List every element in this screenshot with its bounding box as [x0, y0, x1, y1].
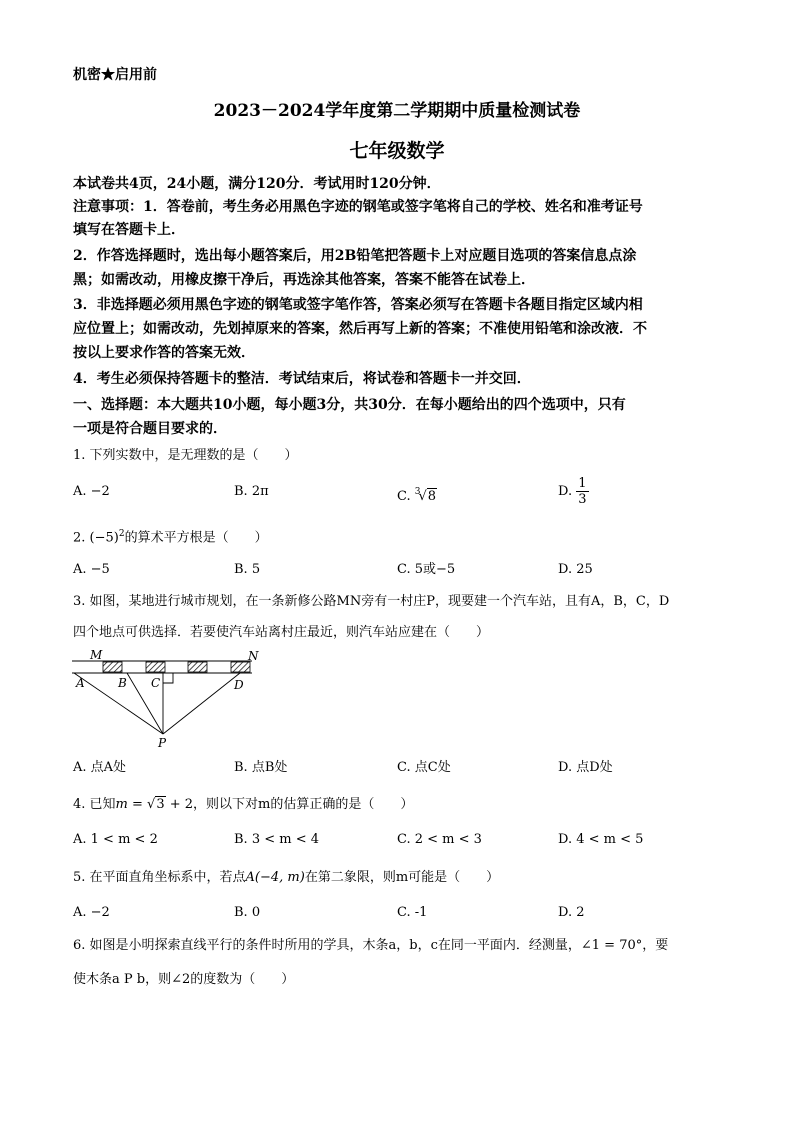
section1-heading-b: 一项是符合题目要求的．: [73, 421, 227, 437]
q5-option-a: A. −2: [73, 905, 110, 920]
q4-radicand: 3: [156, 797, 165, 812]
intro-line: 本试卷共4页，24小题，满分120分．考试用时120分钟．: [73, 176, 441, 192]
q5-option-b: B. 0: [234, 905, 261, 920]
q3-stem-line1: 3. 如图，某地进行城市规划，在一条新修公路MN旁有一村庄P，现要建一个汽车站，且有A，B，C，D: [73, 594, 670, 609]
q1-cube-root-index: 3: [414, 487, 421, 497]
q1-radicand: 8: [427, 489, 437, 504]
exam-title: 2023－2024学年度第二学期期中质量检测试卷: [213, 101, 581, 121]
q1-option-c-label: C.: [397, 489, 415, 504]
q6-stem-line1: 6. 如图是小明探索直线平行的条件时所用的学具，木条a，b，c在同一平面内．经测量，∠1 = 70°，要: [73, 938, 669, 953]
q3-option-b: B. 点B处: [234, 760, 288, 775]
label-b: B: [118, 676, 127, 690]
q5-option-c: C. -1: [397, 905, 428, 920]
q5-point: A(−4, m): [245, 870, 305, 885]
q2-option-b: B. 5: [234, 562, 261, 577]
section1-heading-a: 一、选择题：本大题共10小题，每小题3分，共30分．在每小题给出的四个选项中，只有: [73, 397, 626, 413]
q1-option-d-label: D.: [558, 484, 577, 499]
q4-option-c: C. 2 < m < 3: [397, 832, 482, 847]
hatch-block-4: [231, 662, 250, 672]
q4-option-b: B. 3 < m < 4: [234, 832, 320, 847]
q4-prefix: 4. 已知: [73, 797, 116, 812]
hatch-block-3: [188, 662, 207, 672]
q1-fraction-den: 3: [578, 492, 587, 507]
q2-option-d: D. 25: [558, 562, 593, 577]
exam-subtitle: 七年级数学: [349, 140, 445, 162]
hatch-block-2: [146, 662, 165, 672]
note1-line-a: 注意事项：1．答卷前，考生务必用黑色字迹的钢笔或签字笔将自己的学校、姓名和准考证号: [73, 199, 643, 215]
q5-stem-text: 在第二象限，则m可能是（ ）: [304, 870, 500, 885]
q1-stem: 1. 下列实数中，是无理数的是（ ）: [73, 448, 298, 463]
q1-fraction: [576, 476, 588, 507]
label-m: M: [90, 648, 103, 662]
q2-stem: [73, 522, 728, 550]
q1-option-b: B. 2π: [234, 484, 269, 499]
q4-option-a: A. 1 < m < 2: [73, 832, 158, 847]
note2-line-b: 黑；如需改动，用橡皮擦干净后，再选涂其他答案，答案不能答在试卷上．: [73, 272, 535, 288]
q3-option-d: D. 点D处: [558, 760, 613, 775]
segment-pd: [163, 673, 240, 734]
label-d: D: [234, 678, 244, 692]
right-angle-mark: [163, 673, 173, 683]
q4-expr-plus: + 2: [165, 797, 194, 812]
note1-line-b: 填写在答题卡上．: [73, 222, 185, 238]
q2-number: 2.: [73, 530, 90, 546]
q4-stem-text: ，则以下对m的估算正确的是（ ）: [193, 797, 414, 812]
confidential-label: 机密★启用前: [73, 67, 157, 83]
q1-option-c: C. $^3$√8: [397, 487, 437, 504]
q6-stem-line2: 使木条a P b，则∠2的度数为（ ）: [73, 972, 295, 987]
hatch-block-1: [103, 662, 122, 672]
q1-fraction-num: 1: [578, 476, 587, 491]
q3-road-diagram: [66, 646, 266, 754]
note4-line: 4．考生必须保持答题卡的整洁．考试结束后，将试卷和答题卡一并交回．: [73, 371, 531, 387]
note3-line-c: 按以上要求作答的答案无效．: [73, 345, 255, 361]
q4-option-d: D. 4 < m < 5: [558, 832, 644, 847]
q2-option-a: A. −5: [73, 562, 110, 577]
q5-stem: [73, 866, 728, 890]
q1-option-d: [558, 476, 589, 507]
q3-option-c: C. 点C处: [397, 760, 451, 775]
label-p: P: [158, 736, 167, 750]
q5-option-d: D. 2: [558, 905, 585, 920]
q2-option-c: C. 5或−5: [397, 562, 456, 577]
note3-line-b: 应位置上；如需改动，先划掉原来的答案，然后再写上新的答案；不准使用铅笔和涂改液．不: [73, 321, 647, 337]
label-a: A: [76, 676, 85, 690]
q5-prefix: 5. 在平面直角坐标系中，若点: [73, 870, 246, 885]
label-n: N: [248, 649, 259, 663]
q3-option-a: A. 点A处: [73, 760, 127, 775]
q1-option-a: A. −2: [73, 484, 110, 499]
note2-line-a: 2．作答选择题时，选出每小题答案后，用2B铅笔把答题卡上对应题目选项的答案信息点涂: [73, 248, 637, 264]
note3-line-a: 3．非选择题必须用黑色字迹的钢笔或签字笔作答，答案必须写在答题卡各题目指定区域内相: [73, 297, 643, 313]
label-c: C: [151, 676, 161, 690]
q3-stem-line2: 四个地点可供选择．若要使汽车站离村庄最近，则汽车站应建在（ ）: [73, 625, 490, 640]
q4-stem: 4. 已知m = √3 + 2，则以下对m的估算正确的是（ ）: [73, 797, 414, 812]
q2-stem-text: 的算术平方根是（ ）: [124, 530, 268, 546]
q2-exponent: 2: [118, 529, 125, 539]
q2-base: (−5): [89, 530, 119, 546]
q4-expr-m: m =: [115, 797, 148, 812]
